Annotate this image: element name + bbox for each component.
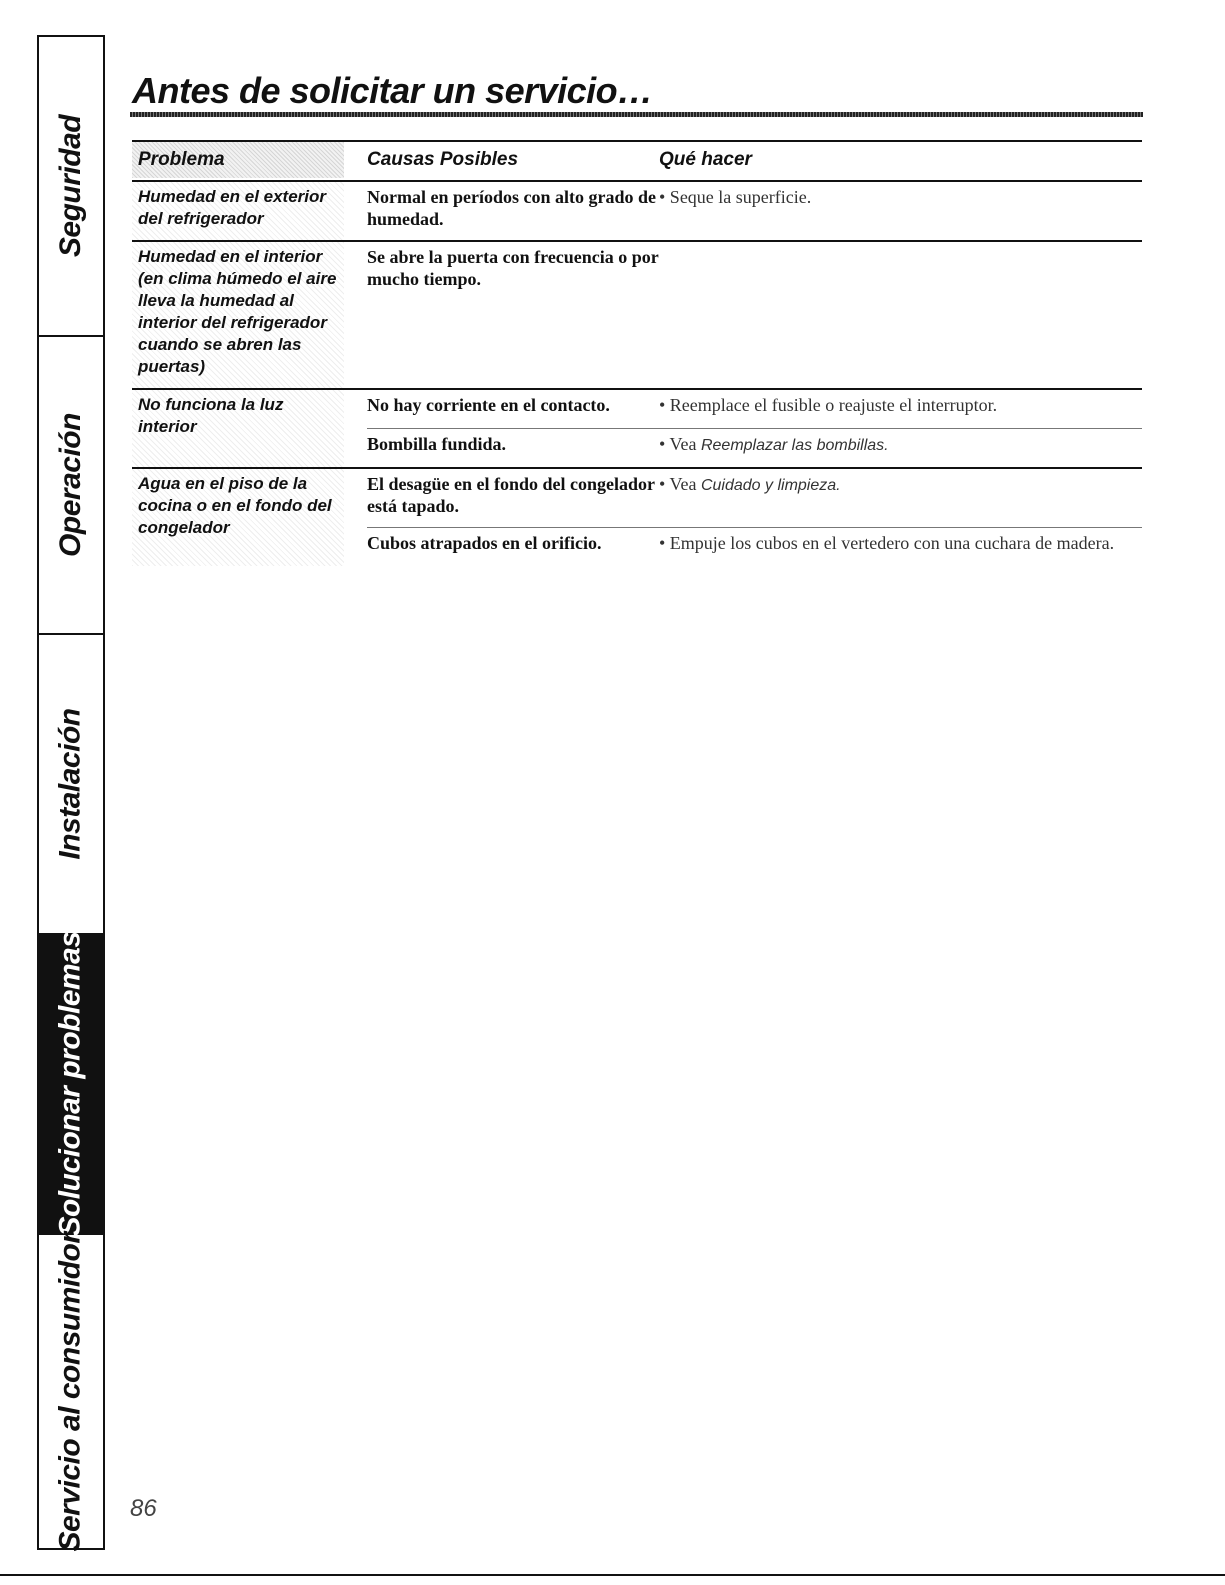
action-text <box>659 532 1142 556</box>
tab-label: Operación <box>54 413 87 557</box>
cause-item <box>367 182 1142 240</box>
tab-label: Instalación <box>54 708 87 860</box>
tab-seguridad[interactable] <box>39 37 103 337</box>
tab-solucionar-problemas[interactable] <box>39 931 103 1237</box>
cause-list <box>367 242 1142 388</box>
table-row <box>132 182 1142 242</box>
cause-text: Normal en períodos con alto grado de humedad. <box>367 187 656 229</box>
cause-item <box>367 527 1142 566</box>
cause-text: Se abre la puerta con frecuencia o por mucho tiempo. <box>367 247 659 289</box>
action-text <box>659 186 1142 230</box>
cause-text: No hay corriente en el contacto. <box>367 395 610 415</box>
problem-cell: Agua en el piso de la cocina o en el fondo del congelador <box>132 469 344 566</box>
page-number: 86 <box>130 1495 157 1522</box>
action-text <box>659 433 1142 457</box>
header-problem: Problema <box>132 142 344 178</box>
tab-operacion[interactable] <box>39 337 103 635</box>
header-causes: Causas Posibles <box>367 149 519 170</box>
tab-instalacion[interactable] <box>39 635 103 935</box>
cause-item <box>367 242 1142 300</box>
troubleshooting-table <box>132 140 1142 566</box>
table-row <box>132 242 1142 390</box>
problem-cell: No funciona la luz interior <box>132 390 344 467</box>
bottom-divider <box>0 1574 1225 1576</box>
action-text <box>659 394 1142 418</box>
cause-list <box>367 469 1142 566</box>
cause-text: Bombilla fundida. <box>367 434 507 454</box>
table-row <box>132 469 1142 566</box>
table-header <box>132 140 1142 182</box>
cause-list <box>367 390 1142 467</box>
page-title: Antes de solicitar un servicio… <box>132 70 653 111</box>
problem-cell: Humedad en el exterior del refrigerador <box>132 182 344 240</box>
tab-label: Solucionar problemas <box>54 931 88 1237</box>
action-prefix: • Reemplace el fusible o reajuste el interruptor. <box>659 395 998 415</box>
cause-text: Cubos atrapados en el orificio. <box>367 533 602 553</box>
problem-cell: Humedad en el interior (en clima húmedo el aire lleva la humedad al interior del refrigerador cuando se abren las puertas) <box>132 242 344 388</box>
cause-item <box>367 469 1142 527</box>
cause-item <box>367 428 1142 467</box>
cause-text: El desagüe en el fondo del congelador está tapado. <box>367 474 655 516</box>
table-row <box>132 390 1142 469</box>
action-text <box>659 473 1142 517</box>
header-actions: Qué hacer <box>659 149 752 170</box>
action-prefix: • Vea <box>659 474 701 494</box>
action-prefix: • Empuje los cubos en el vertedero con una cuchara de madera. <box>659 533 1115 553</box>
action-prefix: • Seque la superficie. <box>659 187 812 207</box>
cause-item <box>367 390 1142 428</box>
action-reference: Cuidado y limpieza. <box>700 477 841 494</box>
action-reference: Reemplazar las bombillas. <box>700 437 889 454</box>
tab-servicio-al-consumidor[interactable] <box>39 1231 103 1552</box>
tab-label: Seguridad <box>54 114 88 258</box>
title-divider <box>130 112 1143 117</box>
cause-list <box>367 182 1142 240</box>
action-text <box>659 246 1142 290</box>
section-tabs <box>37 35 105 1550</box>
action-prefix: • Vea <box>659 434 701 454</box>
tab-label: Servicio al consumidor <box>54 1231 88 1552</box>
